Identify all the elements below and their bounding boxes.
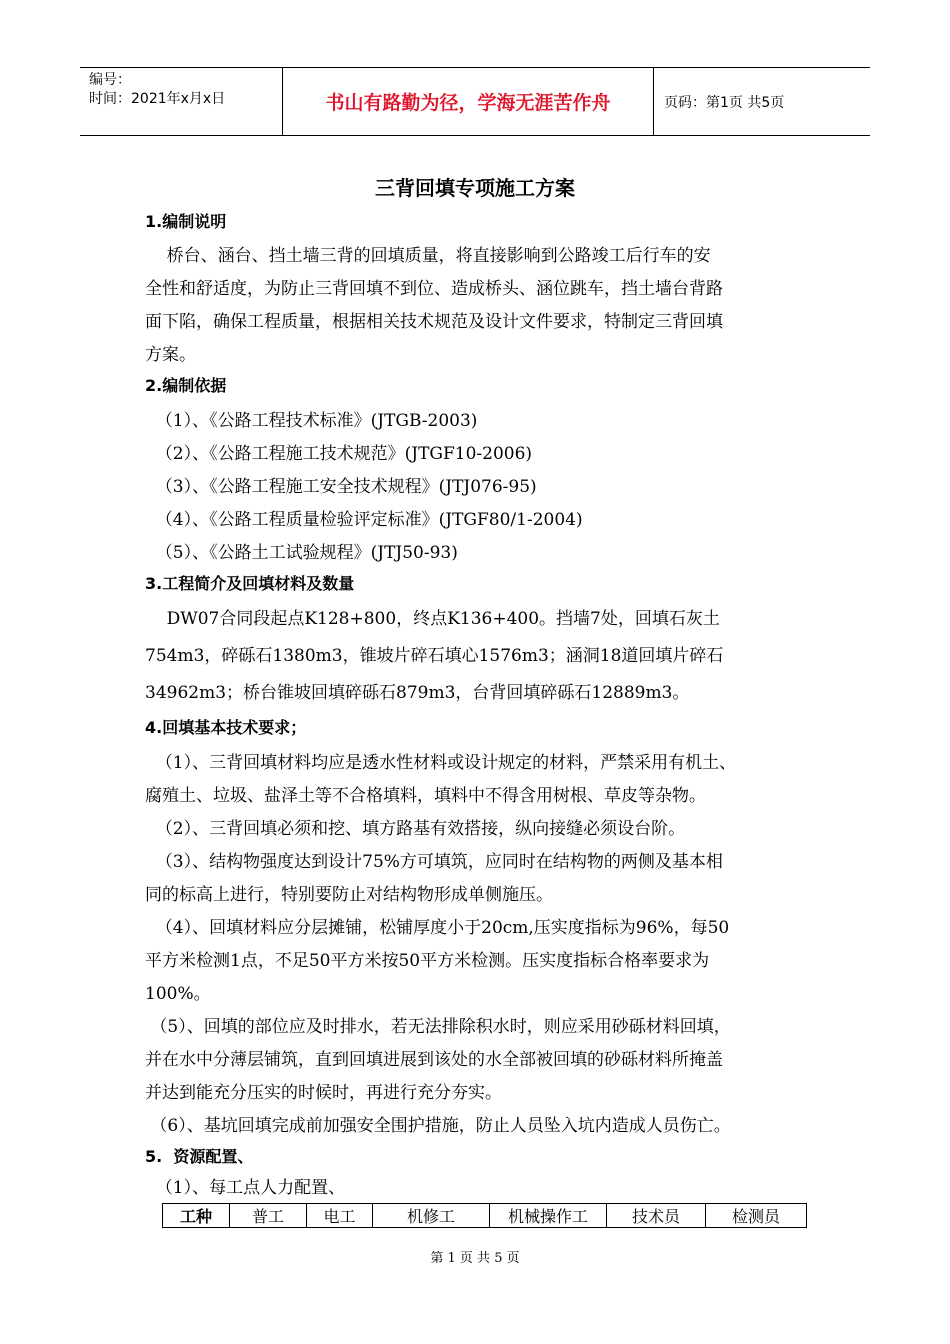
paragraph-line: 并在水中分薄层铺筑，直到回填进展到该处的水全部被回填的砂砾材料所掩盖	[145, 1050, 723, 1070]
document-title: 三背回填专项施工方案	[375, 176, 575, 200]
table-cell: 检测员	[706, 1204, 807, 1228]
section-heading: 4.回填基本技术要求；	[145, 718, 307, 737]
time-label: 时间：2021年x月x日	[89, 91, 226, 107]
table-row	[163, 1204, 807, 1228]
paragraph-line: （4）、回填材料应分层摊铺，松铺厚度小于20cm,压实度指标为96%，每50	[145, 918, 730, 938]
table-cell: 技术员	[607, 1204, 706, 1228]
table-cell: 机修工	[373, 1204, 490, 1228]
paragraph-line: 100%。	[145, 984, 211, 1004]
number-label: 编号：	[89, 72, 131, 88]
section-heading: 3.工程简介及回填材料及数量	[145, 574, 355, 593]
paragraph-line: 平方米检测1点，不足50平方米按50平方米检测。压实度指标合格率要求为	[145, 951, 710, 971]
paragraph-line: （1）、三背回填材料均应是透水性材料或设计规定的材料，严禁采用有机土、	[145, 753, 737, 773]
paragraph-line: 桥台、涵台、挡土墙三背的回填质量，将直接影响到公路竣工后行车的安	[145, 246, 711, 266]
paragraph-line: 全性和舒适度，为防止三背回填不到位、造成桥头、涵位跳车，挡土墙台背路	[145, 279, 723, 299]
table-cell: 普工	[230, 1204, 307, 1228]
paragraph-line: （5）、《公路土工试验规程》(JTJ50-93)	[145, 543, 458, 563]
table-cell: 电工	[307, 1204, 373, 1228]
page-footer: 第 1 页 共 5 页	[430, 1251, 520, 1266]
paragraph-line: （2）、三背回填必须和挖、填方路基有效搭接，纵向接缝必须设台阶。	[145, 819, 686, 839]
paragraph-line: （2）、《公路工程施工技术规范》(JTGF10-2006)	[145, 444, 533, 464]
paragraph-line: 并达到能充分压实的时候时，再进行充分夯实。	[145, 1083, 502, 1103]
paragraph-line: 34962m3；桥台锥坡回填碎砾石879m3，台背回填碎砾石12889m3。	[145, 683, 690, 703]
paragraph-line: 754m3，碎砾石1380m3，锥坡片碎石填心1576m3；涵洞18道回填片碎石	[145, 646, 724, 666]
paragraph-line: 同的标高上进行，特别要防止对结构物形成单侧施压。	[145, 885, 553, 905]
table-cell: 机械操作工	[490, 1204, 607, 1228]
header-meta	[80, 68, 282, 135]
paragraph-line: （3）、《公路工程施工安全技术规程》(JTJ076-95)	[145, 477, 537, 497]
paragraph-line: （3）、结构物强度达到设计75%方可填筑，应同时在结构物的两侧及基本相	[145, 852, 723, 872]
section-heading: 2.编制依据	[145, 376, 227, 395]
resource-table	[162, 1203, 807, 1228]
paragraph-line: 面下陷，确保工程质量，根据相关技术规范及设计文件要求，特制定三背回填	[145, 312, 723, 332]
paragraph-line: （5）、回填的部位应及时排水，若无法排除积水时，则应采用砂砾材料回填，	[145, 1017, 731, 1037]
paragraph-line: （1）、《公路工程技术标准》(JTGB-2003)	[145, 411, 478, 431]
section-heading: 1.编制说明	[145, 212, 227, 231]
paragraph-line: 腐殖土、垃圾、盐泽土等不合格填料，填料中不得含用树根、草皮等杂物。	[145, 786, 706, 806]
page-header	[80, 67, 870, 136]
paragraph-line: DW07合同段起点K128+800，终点K136+400。挡墙7处，回填石灰土	[145, 609, 720, 629]
paragraph-line: （6）、基坑回填完成前加强安全围护措施，防止人员坠入坑内造成人员伤亡。	[145, 1116, 731, 1136]
header-motto: 书山有路勤为径，学海无涯苦作舟	[282, 68, 654, 135]
header-page-info: 页码：第1页 共5页	[664, 94, 785, 111]
section-heading: 5. 资源配置、	[145, 1147, 254, 1166]
paragraph-line: 方案。	[145, 345, 196, 365]
paragraph-line: （4）、《公路工程质量检验评定标准》(JTGF80/1-2004)	[145, 510, 583, 530]
paragraph-line: （1）、每工点人力配置、	[145, 1178, 346, 1198]
table-header-cell: 工种	[163, 1204, 230, 1228]
